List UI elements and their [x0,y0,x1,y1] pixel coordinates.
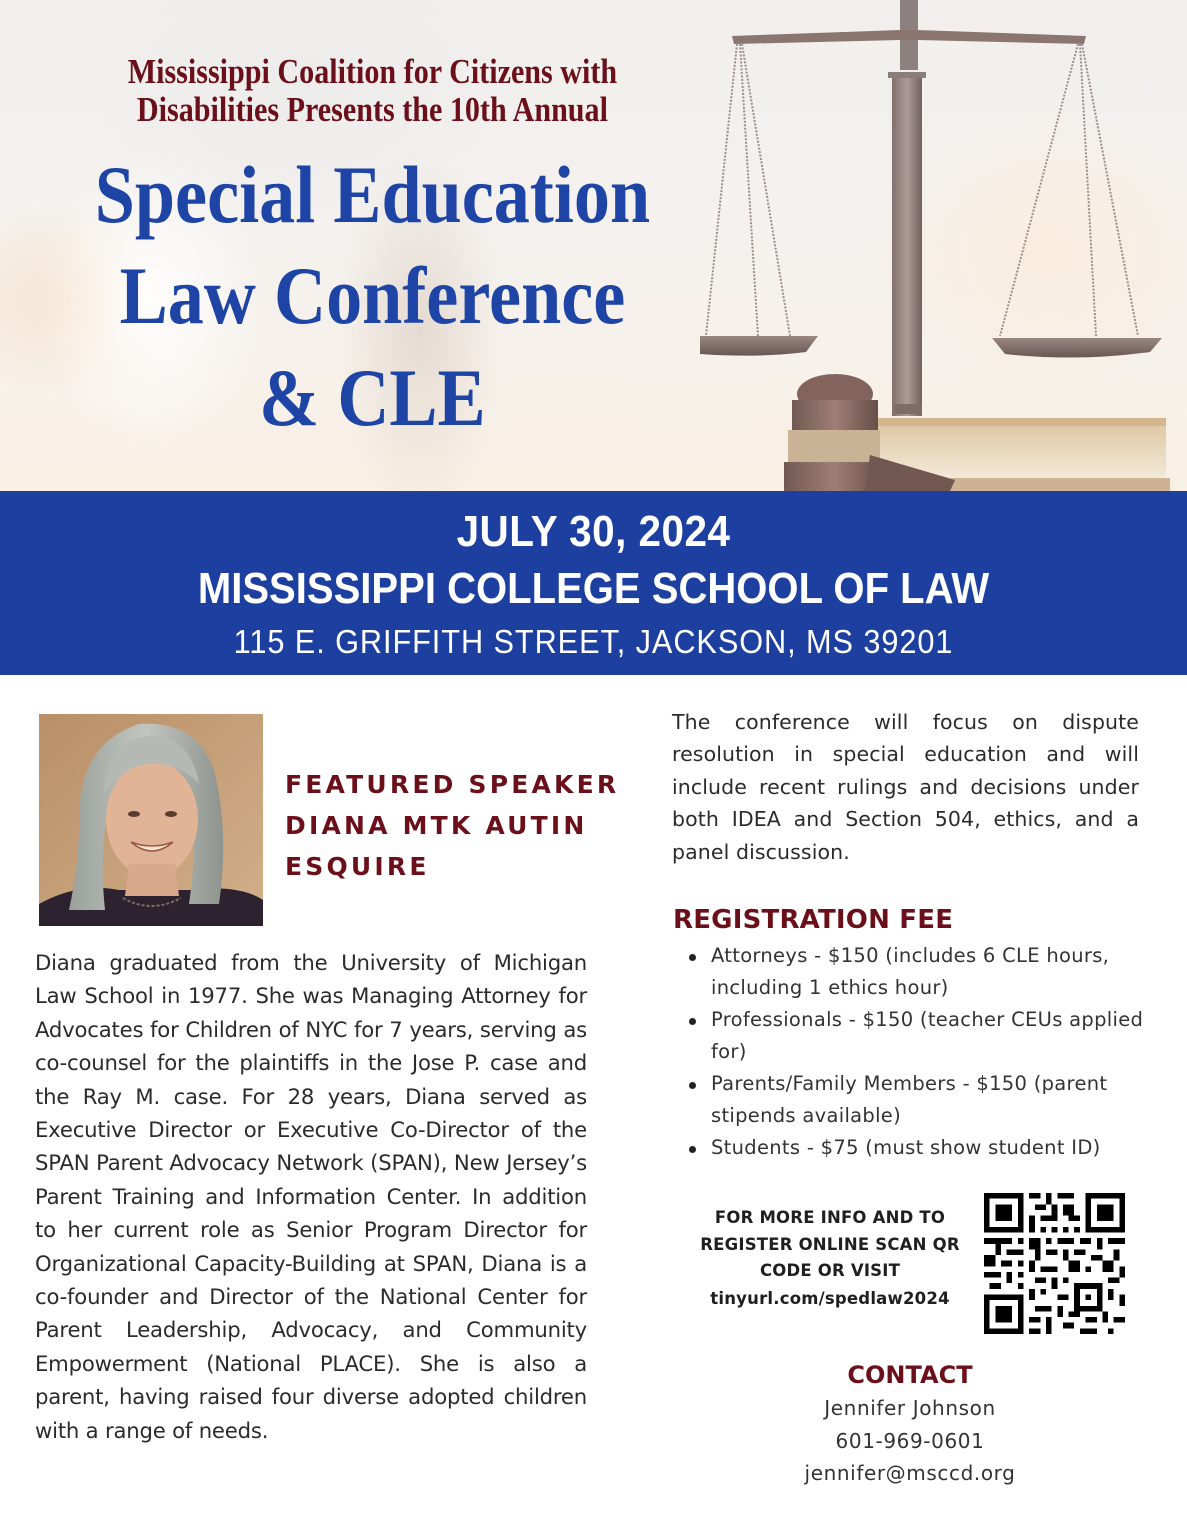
event-details-band [0,491,1187,675]
speaker-bio: Diana graduated from the University of Michigan Law School in 1977. She was Managing Attorney for Advocates for Children of NYC for 7 years, serving as co-counsel for the plaintiffs in the Jose P. case and the Ray M. case. For 28 years, Diana served as Executive Director or Executive Co-Director of the SPAN Parent Advocacy Network (SPAN), New Jersey’s Parent Training and Information Center. In addition to her current role as Senior Program Director for Organizational Capacity-Building at SPAN, Diana is a co-founder and Director of the National Center for Parent Leadership, Advocacy, and Community Empowerment (National PLACE). She is also a parent, having raised four diverse adopted children with a range of needs. [35,950,587,1443]
cta-text: FOR MORE INFO AND TO REGISTER ONLINE SCAN QR CODE OR VISIT [700,1208,960,1280]
fee-item-attorneys: Attorneys - $150 (includes 6 CLE hours, including 1 ethics hour) [686,940,1146,1004]
speaker-portrait-icon [39,714,263,926]
contact-phone[interactable]: 601-969-0601 [835,1428,985,1453]
featured-speaker-heading [285,764,625,887]
featured-speaker-label: FEATURED SPEAKER [285,770,620,799]
registration-link[interactable]: tinyurl.com/spedlaw2024 [710,1288,950,1308]
registration-cta [700,1205,960,1312]
fee-item-parents: Parents/Family Members - $150 (parent stipends available) [686,1068,1146,1132]
fee-item-students: Students - $75 (must show student ID) [686,1132,1146,1164]
event-title-line-2: Law Conference [119,250,626,341]
contact-section [760,1358,1060,1490]
event-title-line-3: & CLE [259,352,486,443]
contact-name: Jennifer Johnson [824,1396,996,1420]
speaker-name: DIANA MTK AUTIN [285,811,588,840]
org-presents-line-1: Mississippi Coalition for Citizens with [127,52,618,91]
qr-code-icon[interactable] [984,1193,1125,1334]
hero-banner [0,0,1187,491]
event-address: 115 E. GRIFFITH STREET, JACKSON, MS 39201 [233,623,954,660]
registration-fee-heading: REGISTRATION FEE [673,905,954,935]
hero-text [0,0,740,491]
event-date: JULY 30, 2024 [456,507,731,556]
event-title-line-1: Special Education [94,149,651,240]
contact-heading: CONTACT [847,1361,973,1389]
speaker-photo [39,714,263,926]
event-venue: MISSISSIPPI COLLEGE SCHOOL OF LAW [197,564,990,613]
speaker-title: ESQUIRE [285,852,430,881]
scales-of-justice-icon [700,0,1187,491]
conference-description: The conference will focus on dispute resolution in special education and will include recent rulings and decisions under both IDEA and Section 504, ethics, and a panel discussion. [672,710,1139,864]
contact-email[interactable]: jennifer@msccd.org [804,1461,1016,1485]
fee-item-professionals: Professionals - $150 (teacher CEUs applied for) [686,1004,1146,1068]
org-presents-line-2: Disabilities Presents the 10th Annual [136,90,608,129]
registration-fee-list [686,940,1146,1164]
